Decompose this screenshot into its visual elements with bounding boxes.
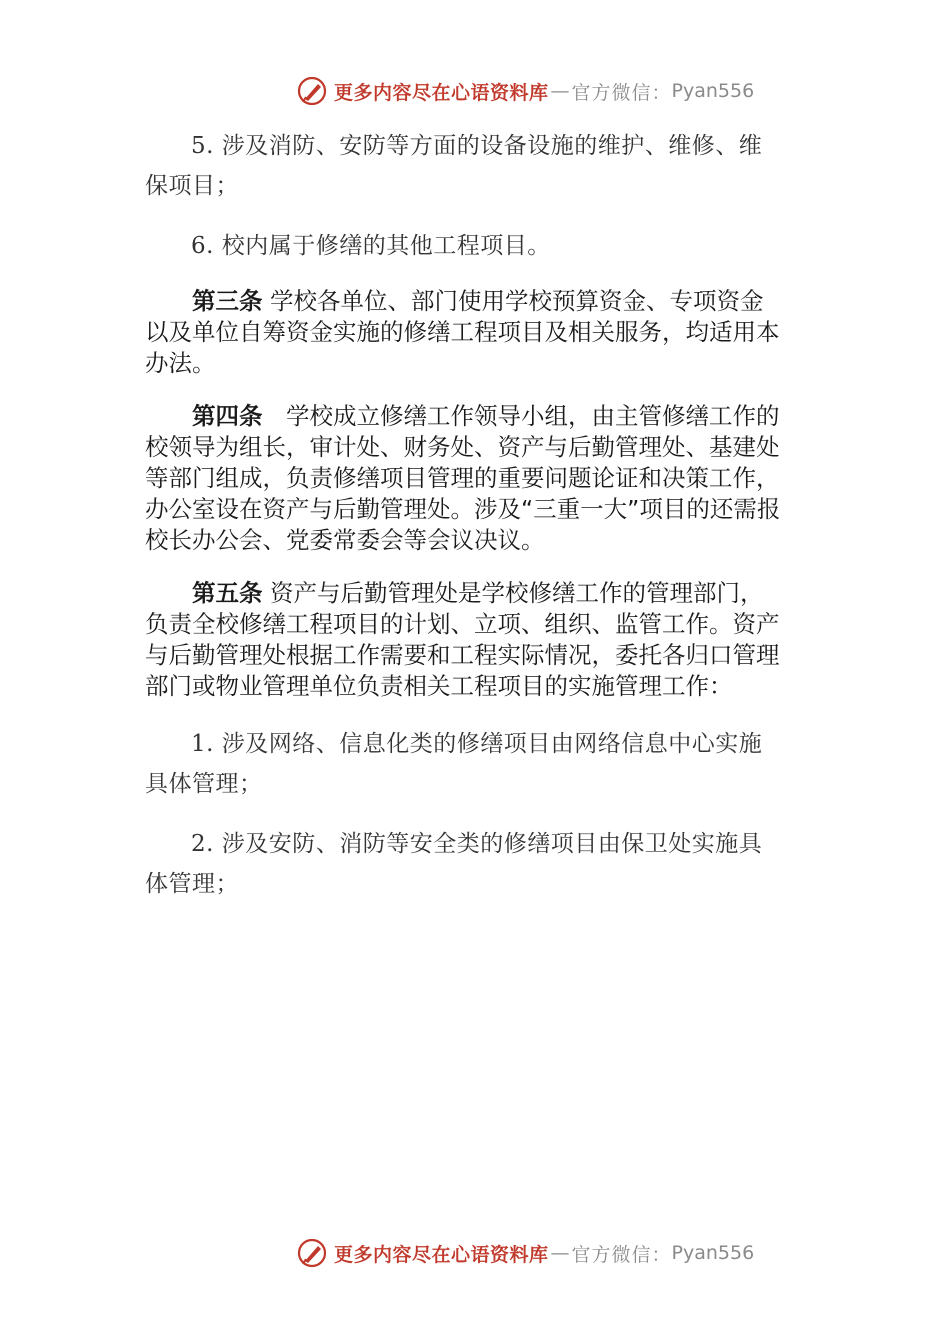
paragraph-sub-item-2 (145, 824, 785, 904)
article-number: 第四条 (192, 402, 263, 430)
watermark-contact-id: Pyan556 (671, 80, 755, 102)
watermark-contact-id: Pyan556 (671, 1242, 755, 1264)
paragraph-article-4 (145, 401, 785, 556)
watermark-header (296, 74, 754, 108)
paragraph-text: 学校成立修缮工作领导小组，由主管修缮工作的校领导为组长，审计处、财务处、资产与后勤管理处、基建处等部门组成，负责修缮项目管理的重要问题论证和决策工作，办公室设在资产与后勤管理处。涉及“三重一大”项目的还需报校长办公会、党委常委会等会议决议。 (145, 402, 781, 554)
paragraph-text: 6. 校内属于修缮的其他工程项目。 (191, 233, 551, 259)
paragraph-item-5 (145, 126, 785, 206)
article-number: 第五条 (192, 579, 263, 607)
paragraph-text: 2. 涉及安防、消防等安全类的修缮项目由保卫处实施具体管理； (145, 831, 763, 897)
watermark-contact-label: 官方微信： (571, 81, 672, 104)
watermark-separator: — (550, 80, 570, 102)
document-body (145, 126, 785, 924)
paragraph-article-5 (145, 578, 785, 702)
watermark-text: 更多内容尽在心语资料库 (334, 1243, 549, 1266)
watermark-separator: — (550, 1242, 570, 1264)
quill-logo-icon (296, 75, 328, 107)
watermark-text: 更多内容尽在心语资料库 (334, 81, 549, 104)
watermark-footer (296, 1236, 754, 1270)
article-number: 第三条 (192, 287, 263, 315)
paragraph-text: 资产与后勤管理处是学校修缮工作的管理部门，负责全校修缮工程项目的计划、立项、组织、监管工作。资产与后勤管理处根据工作需要和工程实际情况，委托各归口管理部门或物业管理单位负责相关工程项目的实施管理工作： (145, 579, 780, 700)
paragraph-item-6 (145, 226, 785, 266)
paragraph-text: 学校各单位、部门使用学校预算资金、专项资金以及单位自筹资金实施的修缮工程项目及相关服务，均适用本办法。 (145, 287, 780, 377)
paragraph-text: 5. 涉及消防、安防等方面的设备设施的维护、维修、维保项目； (145, 133, 763, 199)
quill-logo-icon (296, 1237, 328, 1269)
watermark-contact-label: 官方微信： (571, 1243, 672, 1266)
paragraph-sub-item-1 (145, 724, 785, 804)
paragraph-text: 1. 涉及网络、信息化类的修缮项目由网络信息中心实施具体管理； (145, 731, 763, 797)
paragraph-article-3 (145, 286, 785, 379)
